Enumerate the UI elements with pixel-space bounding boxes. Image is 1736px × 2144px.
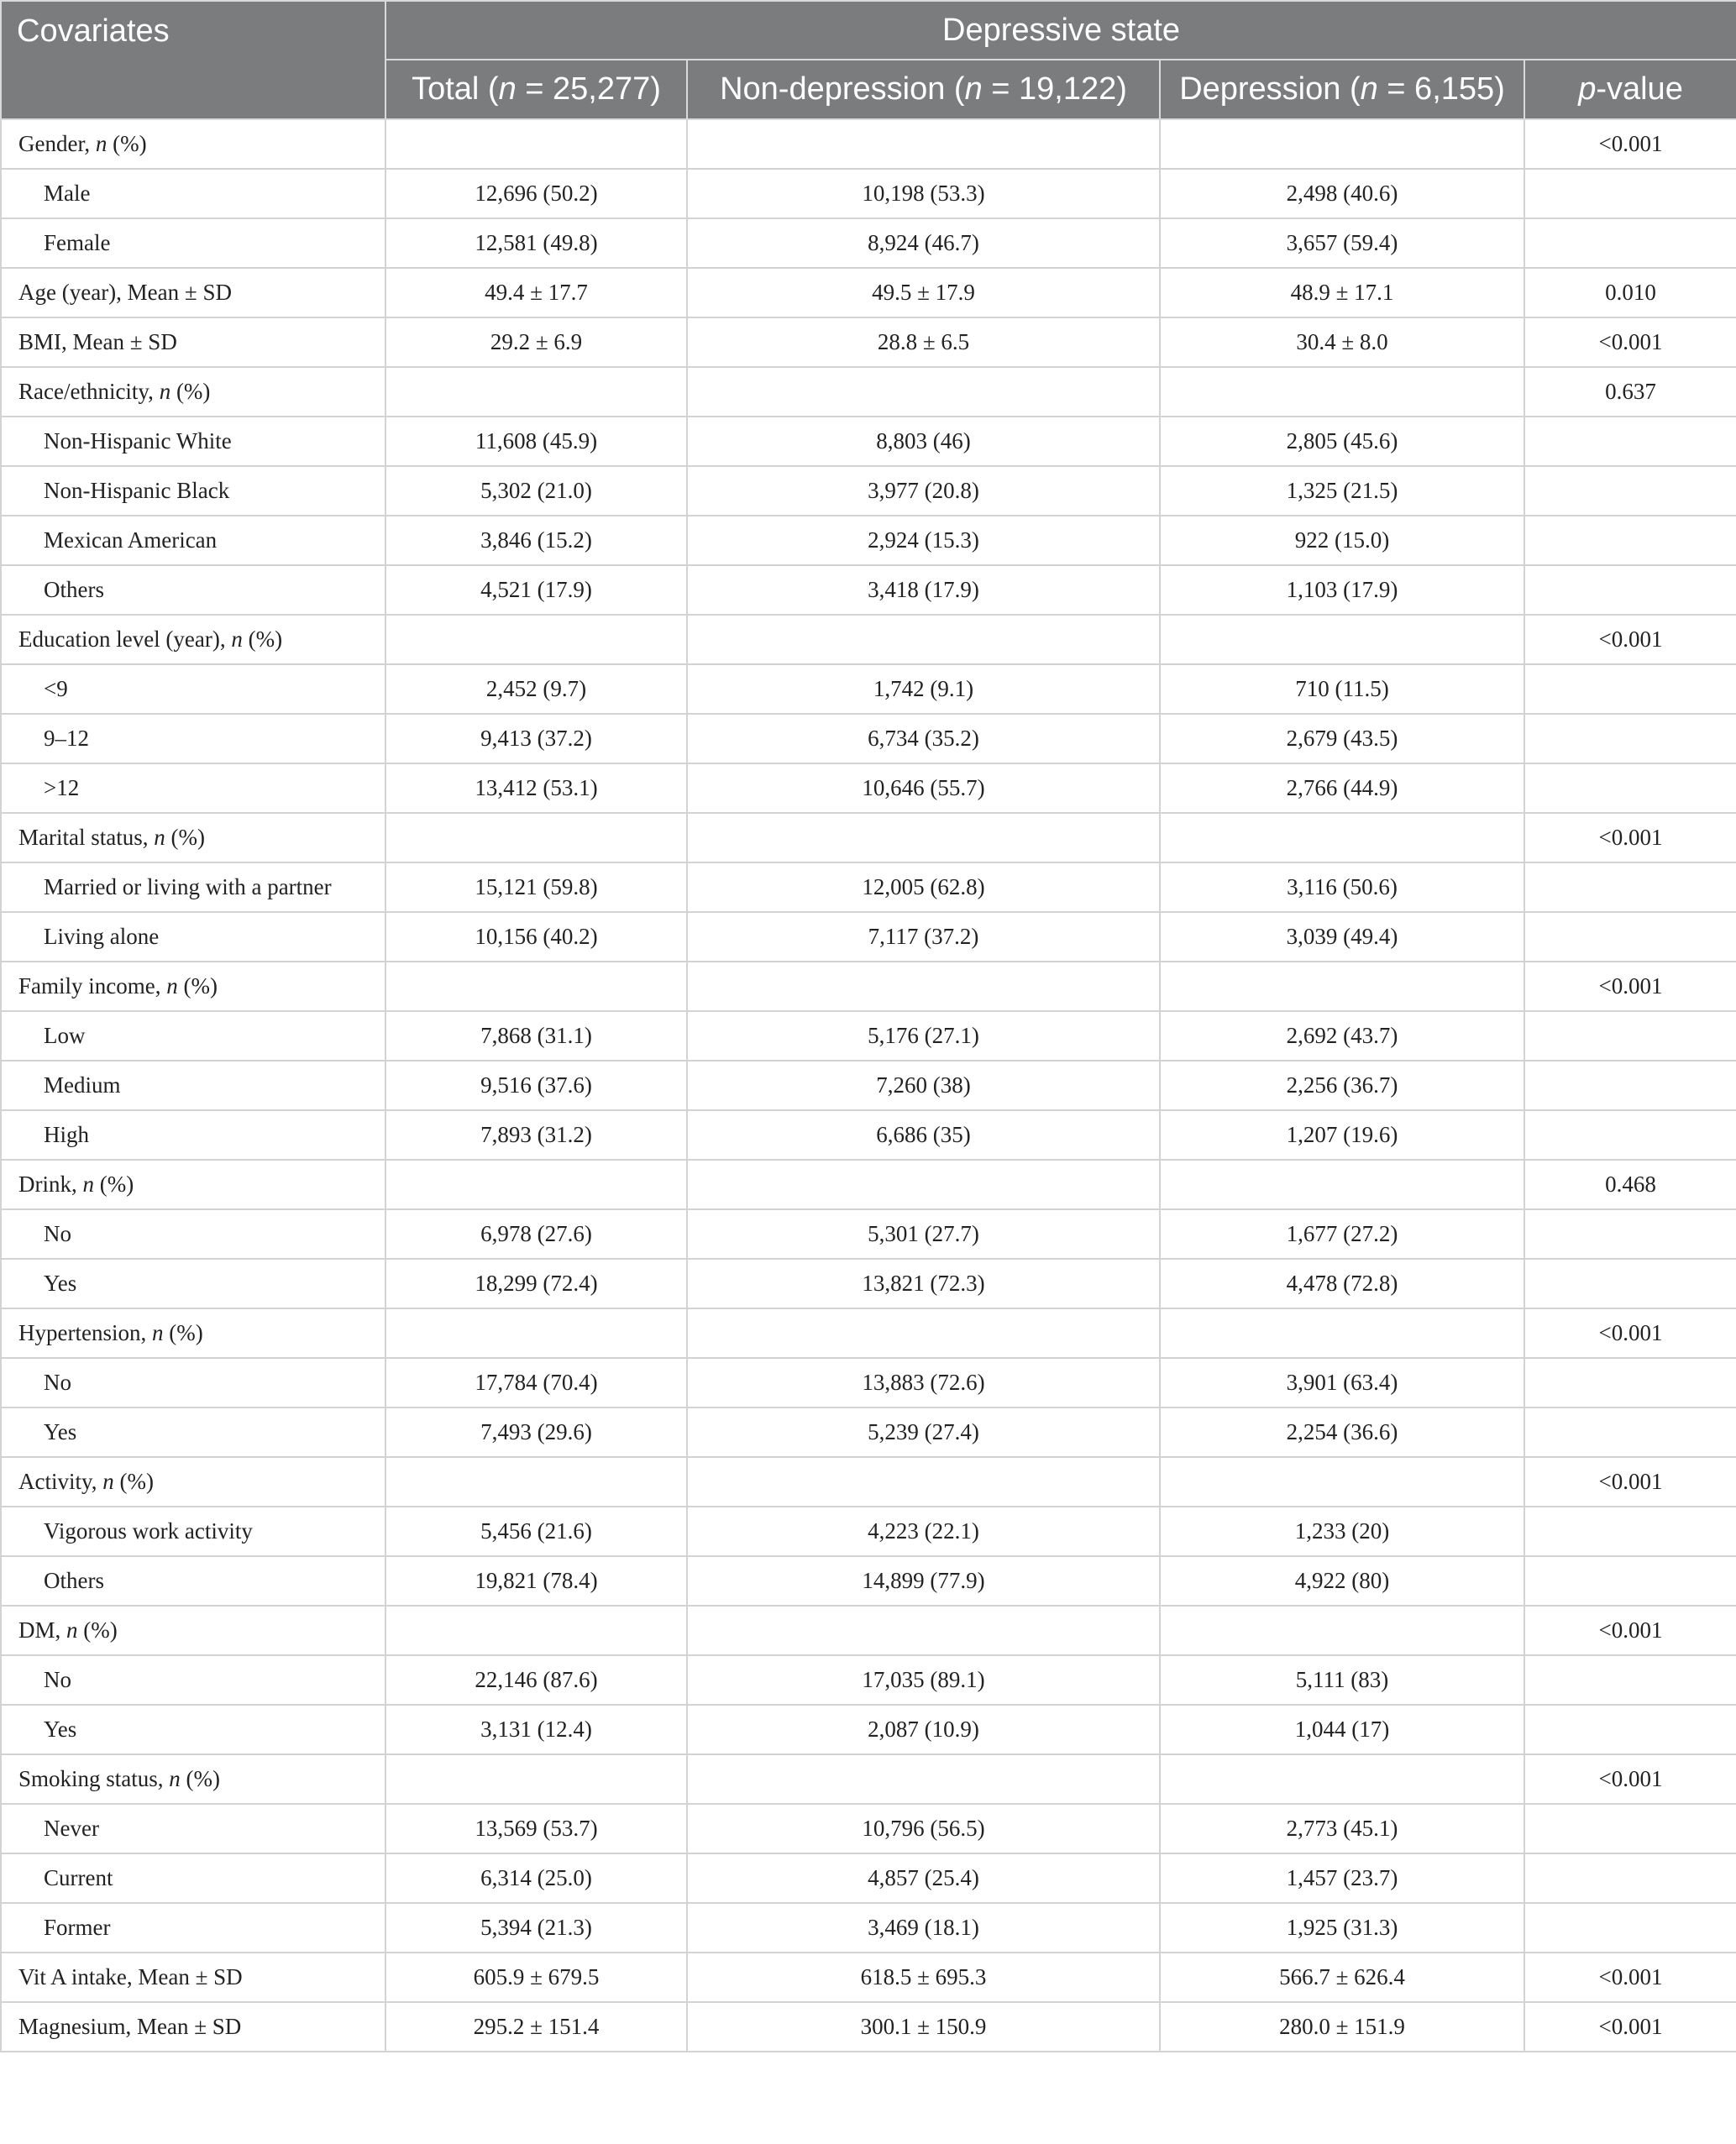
total-cell (385, 1606, 687, 1655)
total-cell: 22,146 (87.6) (385, 1655, 687, 1705)
total-cell: 10,156 (40.2) (385, 912, 687, 962)
total-cell (385, 813, 687, 862)
p-value-cell: <0.001 (1524, 1953, 1736, 2002)
non-depression-cell: 10,646 (55.7) (687, 763, 1160, 813)
p-value-cell (1524, 664, 1736, 714)
non-depression-cell: 17,035 (89.1) (687, 1655, 1160, 1705)
non-depression-cell: 5,239 (27.4) (687, 1407, 1160, 1457)
p-value-cell: <0.001 (1524, 1606, 1736, 1655)
p-value-cell: 0.468 (1524, 1160, 1736, 1209)
non-depression-cell: 8,803 (46) (687, 417, 1160, 466)
row-label: Education level (year), n (%) (1, 615, 385, 664)
row-label: Low (1, 1011, 385, 1061)
depression-cell: 1,325 (21.5) (1160, 466, 1524, 516)
table-row (1, 466, 1736, 516)
row-label: <9 (1, 664, 385, 714)
depression-cell (1160, 119, 1524, 169)
non-depression-cell (687, 367, 1160, 417)
non-depression-cell: 49.5 ± 17.9 (687, 268, 1160, 317)
total-column-header: Total (n = 25,277) (385, 60, 687, 119)
total-cell: 19,821 (78.4) (385, 1556, 687, 1606)
depression-cell (1160, 1160, 1524, 1209)
table-row (1, 1209, 1736, 1259)
depression-cell (1160, 1606, 1524, 1655)
depression-cell: 710 (11.5) (1160, 664, 1524, 714)
total-cell: 13,569 (53.7) (385, 1804, 687, 1853)
depression-cell: 3,901 (63.4) (1160, 1358, 1524, 1407)
table-row (1, 317, 1736, 367)
p-value-cell (1524, 1011, 1736, 1061)
depression-cell (1160, 367, 1524, 417)
total-cell: 6,314 (25.0) (385, 1853, 687, 1903)
table-row (1, 1655, 1736, 1705)
row-label: Drink, n (%) (1, 1160, 385, 1209)
table-row (1, 516, 1736, 565)
p-value-cell: <0.001 (1524, 1457, 1736, 1507)
row-label: Yes (1, 1407, 385, 1457)
row-label: Former (1, 1903, 385, 1953)
row-label: Current (1, 1853, 385, 1903)
depression-cell: 280.0 ± 151.9 (1160, 2002, 1524, 2052)
non-depression-cell: 14,899 (77.9) (687, 1556, 1160, 1606)
table-row (1, 862, 1736, 912)
depression-cell: 3,116 (50.6) (1160, 862, 1524, 912)
total-cell: 17,784 (70.4) (385, 1358, 687, 1407)
row-label: High (1, 1110, 385, 1160)
total-cell: 3,131 (12.4) (385, 1705, 687, 1754)
non-depression-cell: 7,117 (37.2) (687, 912, 1160, 962)
row-label: DM, n (%) (1, 1606, 385, 1655)
depression-column-header: Depression (n = 6,155) (1160, 60, 1524, 119)
depression-cell: 1,103 (17.9) (1160, 565, 1524, 615)
total-cell: 9,516 (37.6) (385, 1061, 687, 1110)
table-row (1, 367, 1736, 417)
depression-cell (1160, 1457, 1524, 1507)
table-row (1, 1556, 1736, 1606)
depression-cell: 1,233 (20) (1160, 1507, 1524, 1556)
p-value-cell (1524, 763, 1736, 813)
total-cell (385, 367, 687, 417)
depression-cell: 566.7 ± 626.4 (1160, 1953, 1524, 2002)
total-cell: 295.2 ± 151.4 (385, 2002, 687, 2052)
non-depression-cell: 4,223 (22.1) (687, 1507, 1160, 1556)
table-row (1, 2002, 1736, 2052)
p-value-cell (1524, 565, 1736, 615)
table-row (1, 714, 1736, 763)
row-label: Gender, n (%) (1, 119, 385, 169)
non-depression-cell: 300.1 ± 150.9 (687, 2002, 1160, 2052)
depression-cell: 5,111 (83) (1160, 1655, 1524, 1705)
non-depression-cell (687, 1308, 1160, 1358)
total-cell (385, 1457, 687, 1507)
non-depression-cell (687, 1754, 1160, 1804)
row-label: Yes (1, 1259, 385, 1308)
depression-cell: 1,457 (23.7) (1160, 1853, 1524, 1903)
p-value-cell (1524, 1705, 1736, 1754)
total-cell: 9,413 (37.2) (385, 714, 687, 763)
depression-cell: 2,692 (43.7) (1160, 1011, 1524, 1061)
p-value-cell: <0.001 (1524, 615, 1736, 664)
non-depression-cell: 10,796 (56.5) (687, 1804, 1160, 1853)
total-cell: 18,299 (72.4) (385, 1259, 687, 1308)
row-label: Others (1, 1556, 385, 1606)
table-row (1, 1953, 1736, 2002)
total-cell: 12,696 (50.2) (385, 169, 687, 218)
table-body (1, 119, 1736, 2052)
non-depression-cell (687, 962, 1160, 1011)
row-label: Age (year), Mean ± SD (1, 268, 385, 317)
depression-cell: 922 (15.0) (1160, 516, 1524, 565)
p-value-cell: <0.001 (1524, 813, 1736, 862)
depression-cell (1160, 615, 1524, 664)
total-cell: 11,608 (45.9) (385, 417, 687, 466)
p-value-cell (1524, 912, 1736, 962)
table-row (1, 1507, 1736, 1556)
p-value-cell: <0.001 (1524, 1308, 1736, 1358)
table-row (1, 218, 1736, 268)
p-value-cell (1524, 1358, 1736, 1407)
depression-cell: 2,256 (36.7) (1160, 1061, 1524, 1110)
total-cell (385, 1160, 687, 1209)
table-row (1, 1160, 1736, 1209)
depression-cell: 3,039 (49.4) (1160, 912, 1524, 962)
row-label: Non-Hispanic Black (1, 466, 385, 516)
p-value-cell (1524, 1556, 1736, 1606)
row-label: Smoking status, n (%) (1, 1754, 385, 1804)
row-label: Vigorous work activity (1, 1507, 385, 1556)
table-row (1, 417, 1736, 466)
non-depression-cell: 13,821 (72.3) (687, 1259, 1160, 1308)
p-value-cell (1524, 466, 1736, 516)
row-label: No (1, 1655, 385, 1705)
depression-cell (1160, 1308, 1524, 1358)
depression-cell: 1,207 (19.6) (1160, 1110, 1524, 1160)
p-value-cell: <0.001 (1524, 962, 1736, 1011)
total-cell: 7,868 (31.1) (385, 1011, 687, 1061)
table-row (1, 664, 1736, 714)
row-label: Vit A intake, Mean ± SD (1, 1953, 385, 2002)
depression-cell: 1,044 (17) (1160, 1705, 1524, 1754)
table-row (1, 565, 1736, 615)
depression-cell: 2,679 (43.5) (1160, 714, 1524, 763)
non-depression-cell: 1,742 (9.1) (687, 664, 1160, 714)
total-cell (385, 615, 687, 664)
depression-cell: 30.4 ± 8.0 (1160, 317, 1524, 367)
total-cell (385, 962, 687, 1011)
non-depression-cell: 10,198 (53.3) (687, 169, 1160, 218)
p-value-cell: <0.001 (1524, 2002, 1736, 2052)
non-depression-cell: 8,924 (46.7) (687, 218, 1160, 268)
table-row (1, 1457, 1736, 1507)
row-label: Magnesium, Mean ± SD (1, 2002, 385, 2052)
p-value-cell: 0.637 (1524, 367, 1736, 417)
row-label: Family income, n (%) (1, 962, 385, 1011)
row-label: Living alone (1, 912, 385, 962)
depression-cell (1160, 962, 1524, 1011)
depression-cell: 2,254 (36.6) (1160, 1407, 1524, 1457)
p-value-cell (1524, 516, 1736, 565)
p-value-cell (1524, 1507, 1736, 1556)
table-row (1, 1853, 1736, 1903)
non-depression-cell: 3,469 (18.1) (687, 1903, 1160, 1953)
p-value-cell (1524, 1209, 1736, 1259)
row-label: BMI, Mean ± SD (1, 317, 385, 367)
table-row (1, 1804, 1736, 1853)
row-label: Mexican American (1, 516, 385, 565)
table-row (1, 912, 1736, 962)
row-label: Hypertension, n (%) (1, 1308, 385, 1358)
total-cell: 6,978 (27.6) (385, 1209, 687, 1259)
total-cell: 7,493 (29.6) (385, 1407, 687, 1457)
p-value-cell (1524, 1110, 1736, 1160)
p-value-cell (1524, 169, 1736, 218)
p-value-cell (1524, 1061, 1736, 1110)
total-cell: 605.9 ± 679.5 (385, 1953, 687, 2002)
table-row (1, 615, 1736, 664)
p-value-cell (1524, 1853, 1736, 1903)
row-label: No (1, 1358, 385, 1407)
depression-cell: 4,922 (80) (1160, 1556, 1524, 1606)
p-value-cell (1524, 218, 1736, 268)
p-value-cell: <0.001 (1524, 317, 1736, 367)
p-value-cell: <0.001 (1524, 1754, 1736, 1804)
depression-cell: 1,677 (27.2) (1160, 1209, 1524, 1259)
depression-cell: 2,766 (44.9) (1160, 763, 1524, 813)
table-row (1, 1407, 1736, 1457)
non-depression-cell: 6,686 (35) (687, 1110, 1160, 1160)
total-cell: 2,452 (9.7) (385, 664, 687, 714)
table-row (1, 1259, 1736, 1308)
non-depression-cell: 3,418 (17.9) (687, 565, 1160, 615)
table-row (1, 1061, 1736, 1110)
depression-cell: 2,498 (40.6) (1160, 169, 1524, 218)
non-depression-cell (687, 1457, 1160, 1507)
p-value-cell: <0.001 (1524, 119, 1736, 169)
non-depression-cell: 5,176 (27.1) (687, 1011, 1160, 1061)
p-value-cell (1524, 417, 1736, 466)
table-header (1, 1, 1736, 119)
total-cell: 7,893 (31.2) (385, 1110, 687, 1160)
total-cell: 29.2 ± 6.9 (385, 317, 687, 367)
depression-cell: 3,657 (59.4) (1160, 218, 1524, 268)
row-label: Female (1, 218, 385, 268)
table-row (1, 962, 1736, 1011)
row-label: Yes (1, 1705, 385, 1754)
p-value-column-header: p-value (1524, 60, 1736, 119)
table-row (1, 1110, 1736, 1160)
non-depression-cell: 12,005 (62.8) (687, 862, 1160, 912)
non-depression-cell: 4,857 (25.4) (687, 1853, 1160, 1903)
p-value-cell (1524, 714, 1736, 763)
row-label: 9–12 (1, 714, 385, 763)
table-row (1, 119, 1736, 169)
non-depression-cell: 3,977 (20.8) (687, 466, 1160, 516)
p-value-cell (1524, 1655, 1736, 1705)
row-label: Married or living with a partner (1, 862, 385, 912)
table-row (1, 268, 1736, 317)
depression-cell: 2,773 (45.1) (1160, 1804, 1524, 1853)
table-row (1, 763, 1736, 813)
row-label: Medium (1, 1061, 385, 1110)
table-row (1, 1705, 1736, 1754)
row-label: Non-Hispanic White (1, 417, 385, 466)
non-depression-cell: 13,883 (72.6) (687, 1358, 1160, 1407)
total-cell: 4,521 (17.9) (385, 565, 687, 615)
non-depression-cell (687, 813, 1160, 862)
table-row (1, 1011, 1736, 1061)
p-value-cell (1524, 1804, 1736, 1853)
table-row (1, 1308, 1736, 1358)
table-row (1, 1606, 1736, 1655)
p-value-cell (1524, 1259, 1736, 1308)
non-depression-cell (687, 1160, 1160, 1209)
total-cell: 5,456 (21.6) (385, 1507, 687, 1556)
total-cell (385, 119, 687, 169)
p-value-cell (1524, 1903, 1736, 1953)
p-value-cell (1524, 1407, 1736, 1457)
non-depression-cell: 7,260 (38) (687, 1061, 1160, 1110)
total-cell: 5,394 (21.3) (385, 1903, 687, 1953)
table-row (1, 1903, 1736, 1953)
row-label: Activity, n (%) (1, 1457, 385, 1507)
non-depression-cell (687, 119, 1160, 169)
covariates-header: Covariates (1, 1, 385, 119)
non-depression-cell (687, 1606, 1160, 1655)
non-depression-cell: 28.8 ± 6.5 (687, 317, 1160, 367)
total-cell: 12,581 (49.8) (385, 218, 687, 268)
total-cell: 13,412 (53.1) (385, 763, 687, 813)
depression-cell (1160, 813, 1524, 862)
table-row (1, 813, 1736, 862)
row-label: Marital status, n (%) (1, 813, 385, 862)
non-depression-cell: 6,734 (35.2) (687, 714, 1160, 763)
total-cell: 3,846 (15.2) (385, 516, 687, 565)
non-depression-cell: 5,301 (27.7) (687, 1209, 1160, 1259)
total-cell (385, 1754, 687, 1804)
p-value-cell: 0.010 (1524, 268, 1736, 317)
total-cell (385, 1308, 687, 1358)
row-label: Race/ethnicity, n (%) (1, 367, 385, 417)
non-depression-cell: 2,087 (10.9) (687, 1705, 1160, 1754)
table-row (1, 169, 1736, 218)
depression-cell: 48.9 ± 17.1 (1160, 268, 1524, 317)
row-label: Others (1, 565, 385, 615)
total-cell: 5,302 (21.0) (385, 466, 687, 516)
total-cell: 49.4 ± 17.7 (385, 268, 687, 317)
non-depression-cell (687, 615, 1160, 664)
row-label: Never (1, 1804, 385, 1853)
total-cell: 15,121 (59.8) (385, 862, 687, 912)
table-row (1, 1754, 1736, 1804)
non-depression-cell: 618.5 ± 695.3 (687, 1953, 1160, 2002)
row-label: Male (1, 169, 385, 218)
non-depression-column-header: Non-depression (n = 19,122) (687, 60, 1160, 119)
depression-cell: 1,925 (31.3) (1160, 1903, 1524, 1953)
depression-cell: 2,805 (45.6) (1160, 417, 1524, 466)
table-row (1, 1358, 1736, 1407)
row-label: No (1, 1209, 385, 1259)
depression-cell: 4,478 (72.8) (1160, 1259, 1524, 1308)
p-value-cell (1524, 862, 1736, 912)
depressive-state-header: Depressive state (385, 1, 1736, 60)
non-depression-cell: 2,924 (15.3) (687, 516, 1160, 565)
row-label: >12 (1, 763, 385, 813)
depression-cell (1160, 1754, 1524, 1804)
